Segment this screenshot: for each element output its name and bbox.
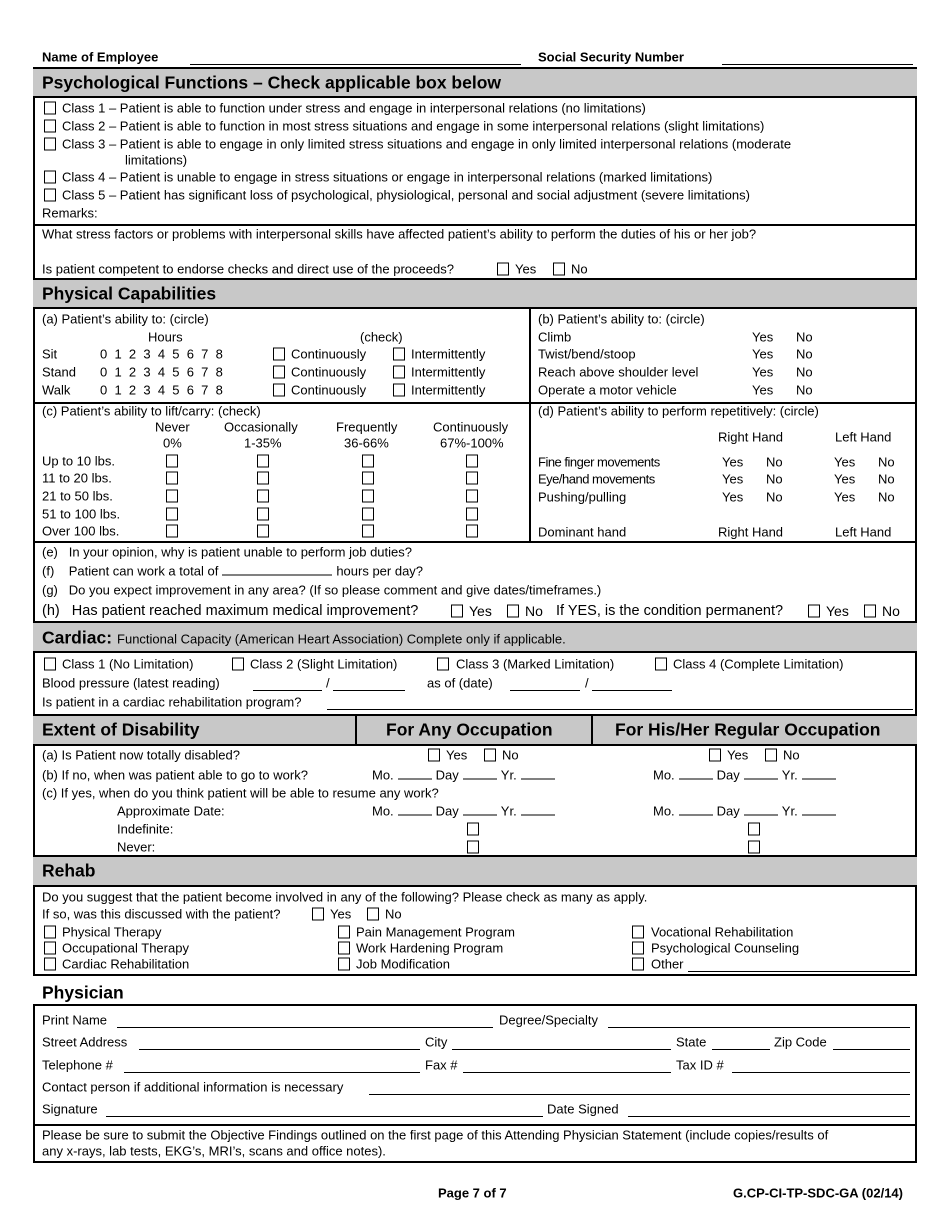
permanent-question: If YES, is the condition permanent? xyxy=(556,602,784,619)
sit-hours-scale[interactable]: 0 1 2 3 4 5 6 7 8 xyxy=(100,346,223,362)
any-indefinite-checkbox[interactable] xyxy=(467,823,479,836)
extent-c-label: (c) If yes, when do you think patient will be able to resume any work? xyxy=(42,785,439,801)
col-occasionally: Occasionally xyxy=(224,419,298,435)
climb-label: Climb xyxy=(538,329,572,345)
no-label: No xyxy=(525,603,543,619)
year-field[interactable] xyxy=(521,815,555,816)
divider xyxy=(33,1124,917,1126)
question-e: (e) In your opinion, why is patient unable to perform job duties? xyxy=(42,544,412,560)
question-f-suffix: hours per day? xyxy=(336,563,424,579)
form-code: G.CP-CI-TP-SDC-GA (02/14) xyxy=(733,1185,903,1201)
psych-title: Psychological Functions – Check applicable box below xyxy=(42,72,501,93)
no-label: No xyxy=(502,747,519,763)
zip-label: Zip Code xyxy=(774,1034,827,1050)
question-h: (h) Has patient reached maximum medical improvement? xyxy=(42,602,419,619)
lift-checkbox[interactable] xyxy=(466,490,478,503)
other-field[interactable] xyxy=(688,971,910,972)
extent-a-label: (a) Is Patient now totally disabled? xyxy=(42,747,240,763)
day-field[interactable] xyxy=(463,815,497,816)
option-label: Job Modification xyxy=(356,956,450,972)
month-field[interactable] xyxy=(679,779,713,780)
lift-checkbox[interactable] xyxy=(466,525,478,538)
twist-no[interactable]: No xyxy=(796,346,813,362)
walk-hours-scale[interactable]: 0 1 2 3 4 5 6 7 8 xyxy=(100,382,223,398)
as-of-date-label: as of (date) xyxy=(427,675,493,691)
date-signed-field[interactable] xyxy=(628,1116,910,1117)
mo-label: Mo. xyxy=(653,767,675,783)
lift-checkbox[interactable] xyxy=(362,490,374,503)
divider xyxy=(591,714,593,746)
stand-label: Stand xyxy=(42,364,76,380)
mo-label: Mo. xyxy=(653,803,675,819)
regular-indefinite-checkbox[interactable] xyxy=(748,823,760,836)
cardiac-class2-label: Class 2 (Slight Limitation) xyxy=(250,656,398,672)
bp-label: Blood pressure (latest reading) xyxy=(42,675,220,691)
cardiac-rehab-field[interactable] xyxy=(327,709,913,710)
extent-b-label: (b) If no, when was patient able to go to work? xyxy=(42,767,308,783)
regular-occupation-header: For His/Her Regular Occupation xyxy=(615,719,881,740)
signature-field[interactable] xyxy=(106,1116,543,1117)
psych-class2-checkbox[interactable] xyxy=(44,120,56,133)
approx-date-label: Approximate Date: xyxy=(117,803,225,819)
continuously-label: Continuously xyxy=(291,382,367,398)
ssn-field[interactable] xyxy=(722,64,913,65)
col-continuously: Continuously xyxy=(433,419,509,435)
regular-approx-date xyxy=(653,805,840,818)
pain-management-checkbox[interactable] xyxy=(338,926,350,939)
cardiac-class3-label: Class 3 (Marked Limitation) xyxy=(456,656,615,672)
fine-finger-label: Fine finger movements xyxy=(538,454,660,470)
cardiac-class4-label: Class 4 (Complete Limitation) xyxy=(673,656,844,672)
continuously-label: Continuously xyxy=(291,346,367,362)
stress-question: What stress factors or problems with interpersonal skills have affected patient’s ability to perform the duties of his or her job? xyxy=(42,226,757,242)
fax-field[interactable] xyxy=(463,1072,671,1073)
day-field[interactable] xyxy=(744,779,778,780)
vehicle-label: Operate a motor vehicle xyxy=(538,382,677,398)
psych-class3-label-cont: limitations) xyxy=(125,152,188,168)
month-field[interactable] xyxy=(398,779,432,780)
signature-label: Signature xyxy=(42,1101,98,1117)
occupational-therapy-checkbox[interactable] xyxy=(44,942,56,955)
zip-field[interactable] xyxy=(833,1049,910,1050)
lift-checkbox[interactable] xyxy=(166,472,178,485)
cardiac-header xyxy=(42,629,566,647)
date-signed-label: Date Signed xyxy=(547,1101,619,1117)
physical-b-label: (b) Patient’s ability to: (circle) xyxy=(538,311,705,327)
cardiac-class2-checkbox[interactable] xyxy=(232,658,244,671)
intermittently-label: Intermittently xyxy=(411,382,486,398)
month-field[interactable] xyxy=(679,815,713,816)
rehab-header-bar xyxy=(33,855,917,887)
ssn-label: Social Security Number xyxy=(538,49,684,65)
vehicle-yes[interactable]: Yes xyxy=(752,382,774,398)
lift-checkbox[interactable] xyxy=(466,455,478,468)
psych-counseling-checkbox[interactable] xyxy=(632,942,644,955)
col-never: Never xyxy=(155,419,190,435)
competent-yes-checkbox[interactable] xyxy=(497,263,509,276)
discussed-yes-checkbox[interactable] xyxy=(312,908,324,921)
lift-checkbox[interactable] xyxy=(362,525,374,538)
taxid-label: Tax ID # xyxy=(676,1057,724,1073)
day-label: Day xyxy=(435,803,459,819)
no-label: No xyxy=(571,261,588,277)
city-field[interactable] xyxy=(452,1049,671,1050)
eye-hand-label: Eye/hand movements xyxy=(538,471,655,487)
divider xyxy=(355,714,357,746)
reach-yes[interactable]: Yes xyxy=(752,364,774,380)
fine-left-yes[interactable]: Yes xyxy=(834,454,856,470)
lift-checkbox[interactable] xyxy=(257,508,269,521)
lift-checkbox[interactable] xyxy=(166,455,178,468)
col-never-pct: 0% xyxy=(163,435,182,451)
cardiac-title: Cardiac: xyxy=(42,627,113,648)
psych-class4-label: Class 4 – Patient is unable to engage in stress situations or engage in interpersonal relations (marked limitations) xyxy=(62,169,713,185)
physical-c-label: (c) Patient’s ability to lift/carry: (check) xyxy=(42,403,261,419)
job-modification-checkbox[interactable] xyxy=(338,958,350,971)
eye-left-no[interactable]: No xyxy=(878,471,895,487)
climb-yes[interactable]: Yes xyxy=(752,329,774,345)
date-field-2[interactable] xyxy=(592,690,672,691)
regular-never-checkbox[interactable] xyxy=(748,841,760,854)
regular-disabled-no-checkbox[interactable] xyxy=(765,749,777,762)
right-hand-header: Right Hand xyxy=(718,429,784,445)
eye-right-yes[interactable]: Yes xyxy=(722,471,744,487)
cardiac-class1-checkbox[interactable] xyxy=(44,658,56,671)
walk-label: Walk xyxy=(42,382,71,398)
sit-intermittently-checkbox[interactable] xyxy=(393,348,405,361)
question-f xyxy=(42,565,423,578)
lift-checkbox[interactable] xyxy=(362,455,374,468)
permanent-yes-checkbox[interactable] xyxy=(808,605,820,618)
check-header: (check) xyxy=(360,329,403,345)
eye-left-yes[interactable]: Yes xyxy=(834,471,856,487)
hours-per-day-field[interactable] xyxy=(222,575,332,576)
lift-row-label: Up to 10 lbs. xyxy=(42,453,115,469)
cardiac-class4-checkbox[interactable] xyxy=(655,658,667,671)
work-hardening-checkbox[interactable] xyxy=(338,942,350,955)
taxid-field[interactable] xyxy=(732,1072,910,1073)
mmi-no-checkbox[interactable] xyxy=(507,605,519,618)
divider xyxy=(33,541,917,543)
year-field[interactable] xyxy=(802,779,836,780)
psych-class4-checkbox[interactable] xyxy=(44,171,56,184)
option-label: Cardiac Rehabilitation xyxy=(62,956,190,972)
col-frequently: Frequently xyxy=(336,419,398,435)
yr-label: Yr. xyxy=(500,767,517,783)
option-label: Vocational Rehabilitation xyxy=(651,924,794,940)
slash: / xyxy=(585,675,589,691)
climb-no[interactable]: No xyxy=(796,329,813,345)
option-label: Work Hardening Program xyxy=(356,940,504,956)
vehicle-no[interactable]: No xyxy=(796,382,813,398)
option-label: Physical Therapy xyxy=(62,924,162,940)
intermittently-label: Intermittently xyxy=(411,346,486,362)
any-disabled-yes-checkbox[interactable] xyxy=(428,749,440,762)
lift-row-label: 51 to 100 lbs. xyxy=(42,506,121,522)
print-name-field[interactable] xyxy=(117,1027,493,1028)
any-return-date xyxy=(372,769,559,782)
lift-checkbox[interactable] xyxy=(362,472,374,485)
street-label: Street Address xyxy=(42,1034,128,1050)
walk-intermittently-checkbox[interactable] xyxy=(393,384,405,397)
yr-label: Yr. xyxy=(500,803,517,819)
submission-note-line2: any x-rays, lab tests, EKG’s, MRI’s, scans and office notes). xyxy=(42,1143,386,1159)
yr-label: Yr. xyxy=(781,803,798,819)
lift-row-label: 21 to 50 lbs. xyxy=(42,488,113,504)
col-occasionally-pct: 1-35% xyxy=(244,435,282,451)
col-continuously-pct: 67%-100% xyxy=(440,435,504,451)
yes-label: Yes xyxy=(727,747,749,763)
intermittently-label: Intermittently xyxy=(411,364,486,380)
option-label: Pain Management Program xyxy=(356,924,515,940)
cardiac-class1-label: Class 1 (No Limitation) xyxy=(62,656,194,672)
pushing-label: Pushing/pulling xyxy=(538,489,627,505)
fine-right-yes[interactable]: Yes xyxy=(722,454,744,470)
date-field-1[interactable] xyxy=(510,690,580,691)
cardiac-rehabilitation-checkbox[interactable] xyxy=(44,958,56,971)
competent-question: Is patient competent to endorse checks and direct use of the proceeds? xyxy=(42,261,454,277)
print-name-label: Print Name xyxy=(42,1012,108,1028)
lift-row-label: Over 100 lbs. xyxy=(42,523,120,539)
yes-label: Yes xyxy=(469,603,492,619)
lift-checkbox[interactable] xyxy=(166,490,178,503)
cardiac-subtitle: Functional Capacity (American Heart Association) Complete only if applicable. xyxy=(117,631,566,647)
reach-label: Reach above shoulder level xyxy=(538,364,699,380)
competent-no-checkbox[interactable] xyxy=(553,263,565,276)
lift-checkbox[interactable] xyxy=(362,508,374,521)
rehab-question: Do you suggest that the patient become involved in any of the following? Please check as many as apply. xyxy=(42,889,648,905)
psych-class5-label: Class 5 – Patient has significant loss of psychological, physiological, personal and social adjustment (severe limitations) xyxy=(62,187,750,203)
slash: / xyxy=(326,675,330,691)
submission-note-line1: Please be sure to submit the Objective Findings outlined on the first page of this Attending Physician Statement (include copies/results of xyxy=(42,1127,829,1143)
yes-label: Yes xyxy=(446,747,468,763)
lift-checkbox[interactable] xyxy=(166,508,178,521)
year-field[interactable] xyxy=(802,815,836,816)
lift-checkbox[interactable] xyxy=(257,472,269,485)
psych-class2-label: Class 2 – Patient is able to function in most stress situations and engage in some interpersonal relations (slight limitations) xyxy=(62,118,765,134)
push-left-no[interactable]: No xyxy=(878,489,895,505)
no-label: No xyxy=(783,747,800,763)
mmi-yes-checkbox[interactable] xyxy=(451,605,463,618)
lift-checkbox[interactable] xyxy=(466,508,478,521)
hours-header: Hours xyxy=(148,329,183,345)
psych-class3-checkbox[interactable] xyxy=(44,138,56,151)
fine-right-no[interactable]: No xyxy=(766,454,783,470)
lift-checkbox[interactable] xyxy=(166,525,178,538)
continuously-label: Continuously xyxy=(291,364,367,380)
eye-right-no[interactable]: No xyxy=(766,471,783,487)
day-field[interactable] xyxy=(463,779,497,780)
day-field[interactable] xyxy=(744,815,778,816)
contact-label: Contact person if additional information is necessary xyxy=(42,1079,344,1095)
rehab-discussed-question: If so, was this discussed with the patient? xyxy=(42,906,281,922)
yes-label: Yes xyxy=(330,906,352,922)
day-label: Day xyxy=(716,767,740,783)
bp-systolic-field[interactable] xyxy=(253,690,322,691)
push-left-yes[interactable]: Yes xyxy=(834,489,856,505)
option-label: Occupational Therapy xyxy=(62,940,189,956)
rehab-title: Rehab xyxy=(42,860,96,881)
state-field[interactable] xyxy=(712,1049,770,1050)
physician-title: Physician xyxy=(42,982,124,1003)
stand-continuously-checkbox[interactable] xyxy=(273,366,285,379)
city-label: City xyxy=(425,1034,448,1050)
no-label: No xyxy=(882,603,900,619)
lift-checkbox[interactable] xyxy=(257,525,269,538)
state-label: State xyxy=(676,1034,707,1050)
physical-title: Physical Capabilities xyxy=(42,283,217,304)
extent-title: Extent of Disability xyxy=(42,719,200,740)
option-label: Other xyxy=(651,956,684,972)
any-occupation-header: For Any Occupation xyxy=(386,719,553,740)
permanent-no-checkbox[interactable] xyxy=(864,605,876,618)
yes-label: Yes xyxy=(515,261,537,277)
year-field[interactable] xyxy=(521,779,555,780)
street-field[interactable] xyxy=(139,1049,420,1050)
cardiac-class3-checkbox[interactable] xyxy=(437,658,449,671)
sit-continuously-checkbox[interactable] xyxy=(273,348,285,361)
lift-checkbox[interactable] xyxy=(257,455,269,468)
day-label: Day xyxy=(435,767,459,783)
left-hand-header: Left Hand xyxy=(835,429,892,445)
degree-label: Degree/Specialty xyxy=(499,1012,598,1028)
option-label: Psychological Counseling xyxy=(651,940,800,956)
psych-class5-checkbox[interactable] xyxy=(44,189,56,202)
vocational-rehab-checkbox[interactable] xyxy=(632,926,644,939)
push-right-no[interactable]: No xyxy=(766,489,783,505)
question-g: (g) Do you expect improvement in any area? (If so please comment and give dates/timeframes.) xyxy=(42,582,602,598)
physical-a-label: (a) Patient’s ability to: (circle) xyxy=(42,311,209,327)
dominant-left[interactable]: Left Hand xyxy=(835,524,892,540)
psych-class1-checkbox[interactable] xyxy=(44,102,56,115)
phone-label: Telephone # xyxy=(42,1057,113,1073)
psych-class1-label: Class 1 – Patient is able to function under stress and engage in interpersonal relations (no limitations) xyxy=(62,100,646,116)
mo-label: Mo. xyxy=(372,803,394,819)
lift-checkbox[interactable] xyxy=(257,490,269,503)
push-right-yes[interactable]: Yes xyxy=(722,489,744,505)
employee-name-label: Name of Employee xyxy=(42,49,159,65)
lift-checkbox[interactable] xyxy=(466,472,478,485)
employee-name-field[interactable] xyxy=(190,64,521,65)
psych-class3-label: Class 3 – Patient is able to engage in only limited stress situations and engage in only limited interpersonal relations (moderate xyxy=(62,136,792,152)
any-approx-date xyxy=(372,805,559,818)
never-label: Never: xyxy=(117,839,156,855)
sit-label: Sit xyxy=(42,346,58,362)
stand-intermittently-checkbox[interactable] xyxy=(393,366,405,379)
twist-label: Twist/bend/stoop xyxy=(538,346,636,362)
lift-row-label: 11 to 20 lbs. xyxy=(42,470,112,486)
phone-field[interactable] xyxy=(124,1072,420,1073)
other-checkbox[interactable] xyxy=(632,958,644,971)
question-f-label: (f) Patient can work a total of xyxy=(42,563,219,579)
no-label: No xyxy=(385,906,402,922)
dominant-right[interactable]: Right Hand xyxy=(718,524,784,540)
divider xyxy=(529,309,531,542)
discussed-no-checkbox[interactable] xyxy=(367,908,379,921)
twist-yes[interactable]: Yes xyxy=(752,346,774,362)
degree-field[interactable] xyxy=(608,1027,910,1028)
remarks-label: Remarks: xyxy=(42,205,98,221)
page-number: Page 7 of 7 xyxy=(438,1185,507,1201)
indefinite-label: Indefinite: xyxy=(117,821,174,837)
contact-field[interactable] xyxy=(369,1094,910,1095)
any-disabled-no-checkbox[interactable] xyxy=(484,749,496,762)
fax-label: Fax # xyxy=(425,1057,458,1073)
col-frequently-pct: 36-66% xyxy=(344,435,389,451)
month-field[interactable] xyxy=(398,815,432,816)
mo-label: Mo. xyxy=(372,767,394,783)
stand-hours-scale[interactable]: 0 1 2 3 4 5 6 7 8 xyxy=(100,364,223,380)
regular-return-date xyxy=(653,769,840,782)
reach-no[interactable]: No xyxy=(796,364,813,380)
walk-continuously-checkbox[interactable] xyxy=(273,384,285,397)
physical-therapy-checkbox[interactable] xyxy=(44,926,56,939)
physical-d-label: (d) Patient’s ability to perform repetitively: (circle) xyxy=(538,403,819,419)
yr-label: Yr. xyxy=(781,767,798,783)
fine-left-no[interactable]: No xyxy=(878,454,895,470)
regular-disabled-yes-checkbox[interactable] xyxy=(709,749,721,762)
yes-label: Yes xyxy=(826,603,849,619)
day-label: Day xyxy=(716,803,740,819)
any-never-checkbox[interactable] xyxy=(467,841,479,854)
bp-diastolic-field[interactable] xyxy=(333,690,405,691)
dominant-hand-label: Dominant hand xyxy=(538,524,627,540)
cardiac-rehab-question: Is patient in a cardiac rehabilitation program? xyxy=(42,694,302,710)
